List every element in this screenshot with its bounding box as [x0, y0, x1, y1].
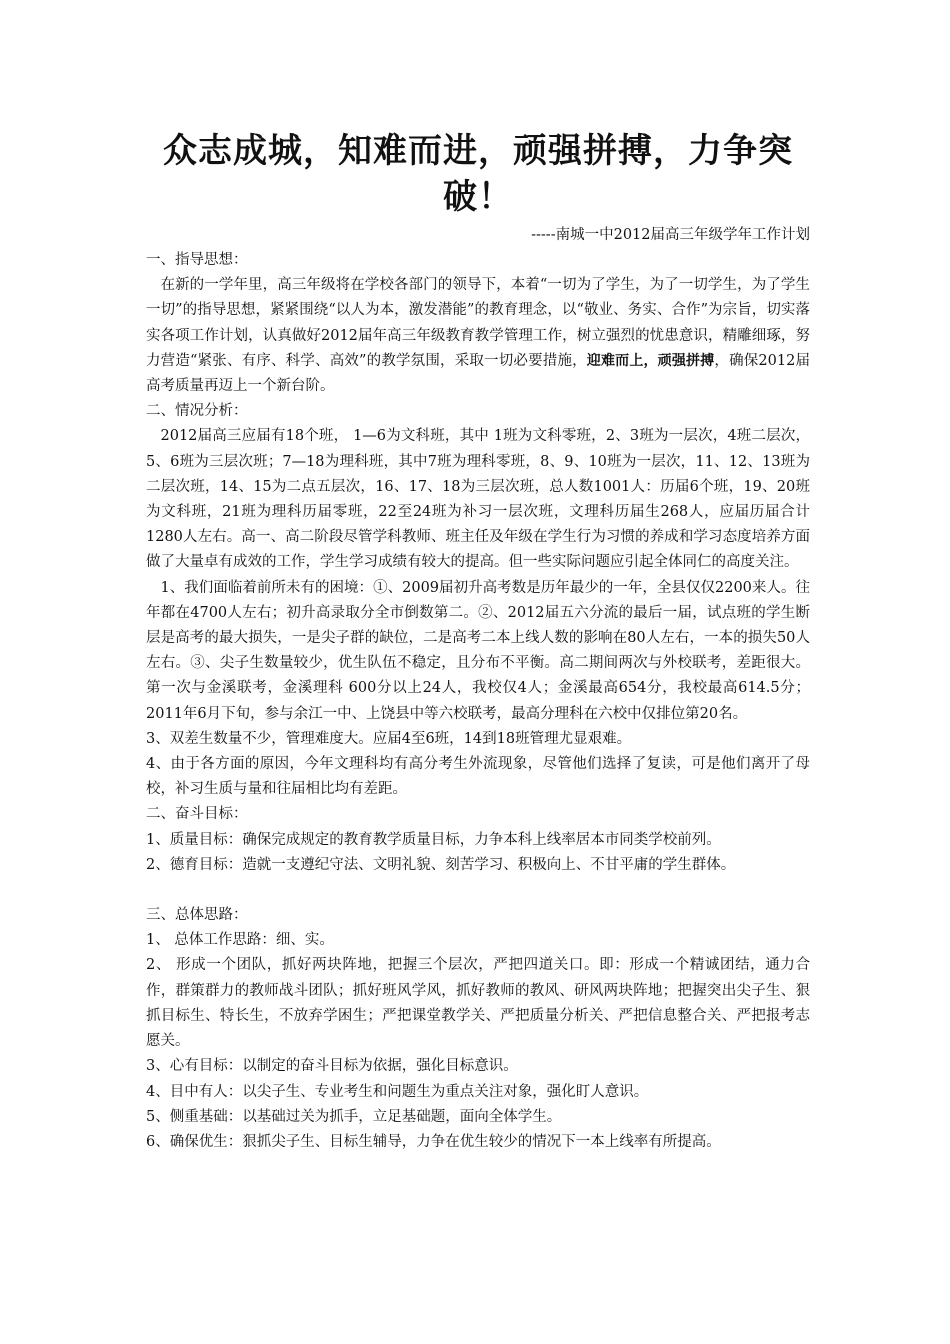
paragraph-goal-moral: 2、德育目标：造就一支遵纪守法、文明礼貌、刻苦学习、积极向上、不甘平庸的学生群体。 [146, 856, 736, 873]
document-subtitle: -----南城一中2012届高三年级学年工作计划 [531, 227, 810, 243]
section-heading-guiding-thought: 一、指导思想： [146, 252, 248, 268]
paragraph-guiding-thought [146, 273, 810, 399]
section-heading-situation-analysis: 二、情况分析： [146, 403, 248, 420]
paragraph-approach-3: 3、心有目标：以制定的奋斗目标为依据，强化目标意识。 [146, 1058, 518, 1075]
document-title: 众志成城，知难而进，顽强拼搏，力争突破！ [163, 131, 793, 217]
blank-line [146, 878, 810, 903]
emphasized-text: 迎难而上，顽强拼搏 [586, 352, 715, 369]
paragraph-approach-2: 2、 形成一个团队，抓好两块阵地，把握三个层次，严把四道关口。即：形成一个精诚团结，通力合作，群策群力的教师战斗团队；抓好班风学风，抓好教师的教风、研风两块阵地；把握突出尖子生、狠抓目标生、特长生，不放弃学困生；严把课堂教学关、严把质量分析关、严把信息整合关、严把报考志愿关。 [146, 957, 810, 1050]
paragraph-situation-point-4: 4、由于各方面的原因，今年文理科均有高分考生外流现象，尽管他们选择了复读，可是他们离开了母校，补习生质与量和往届相比均有差距。 [146, 756, 810, 798]
paragraph-approach-6: 6、确保优生：狠抓尖子生、目标生辅导，力争在优生较少的情况下一本上线率有所提高。 [146, 1133, 721, 1150]
paragraph-goal-quality: 1、质量目标：确保完成规定的教育教学质量目标，力争本科上线率居本市同类学校前列。 [146, 831, 721, 848]
paragraph-text: 在新的一学年里，高三年级将在学校各部门的领导下，本着“一切为了学生，为了一切学生，为了学生一切”的指导思想，紧紧围绕“以人为本，激发潜能”的教育理念，以“敬业、务实、合作”为宗旨，切实落实各项工作计划，认真做好2012届年高三年级教育教学管理工作，树立强烈的忧患意识，精雕细琢，努力营造“紧张、有序、科学、高效”的教学氛围，采取一切必要措施， [146, 277, 810, 369]
paragraph-situation-overview: 2012届高三应届有18个班， 1—6为文科班，其中 1班为文科零班，2、3班为一层次，4班二层次，5、6班为三层次班；7—18为理科班，其中7班为理科零班，8、9、10班为一层次，11、12、13班为二层次班，14、15为二点五层次，16、17、18为三层次班，总人数1001人：历届6个班，19、20班为文科班，21班为理科历届零班，22至24班为补习一层次班，文理科历届生268人，应届历届合计1280人左右。高一、高二阶段尽管学科教师、班主任及年级在学生行为习惯的养成和学习态度培养方面做了大量卓有成效的工作，学生学习成绩有较大的提高。但一些实际问题应引起全体同仁的高度关注。 [146, 428, 810, 571]
paragraph-approach-4: 4、目中有人：以尖子生、专业考生和问题生为重点关注对象，强化盯人意识。 [146, 1083, 649, 1100]
section-heading-overall-approach: 三、总体思路： [146, 907, 248, 924]
paragraph-situation-point-3: 3、双差生数量不少，管理难度大。应届4至6班，14到18班管理尤显艰难。 [146, 730, 632, 747]
paragraph-text: ，确保2012届高考质量再迈上一个新台阶。 [146, 352, 810, 395]
paragraph-approach-1: 1、 总体工作思路：细、实。 [146, 932, 334, 949]
paragraph-situation-difficulties: 1、我们面临着前所未有的困境：①、2009届初升高考数是历年最少的一年，全县仅仅2200来人。往年都在4700人左右；初升高录取分全市倒数第二。②、2012届五六分流的最后一届，试点班的学生断层是高考的最大损失，一是尖子群的缺位，二是高考二本上线人数的影响在80人左右，一本的损失50人左右。③、尖子生数量较少，优生队伍不稳定，且分布不平衡。高二期间两次与外校联考，差距很大。第一次与金溪联考，金溪理科 600分以上24人，我校仅4人；金溪最高654分，我校最高614.5分；2011年6月下旬，参与余江一中、上饶县中等六校联考，最高分理科在六校中仅排位第20名。 [146, 579, 810, 722]
paragraph-approach-5: 5、侧重基础：以基础过关为抓手，立足基础题，面向全体学生。 [146, 1108, 562, 1125]
section-heading-goals: 二、奋斗目标： [146, 806, 248, 823]
